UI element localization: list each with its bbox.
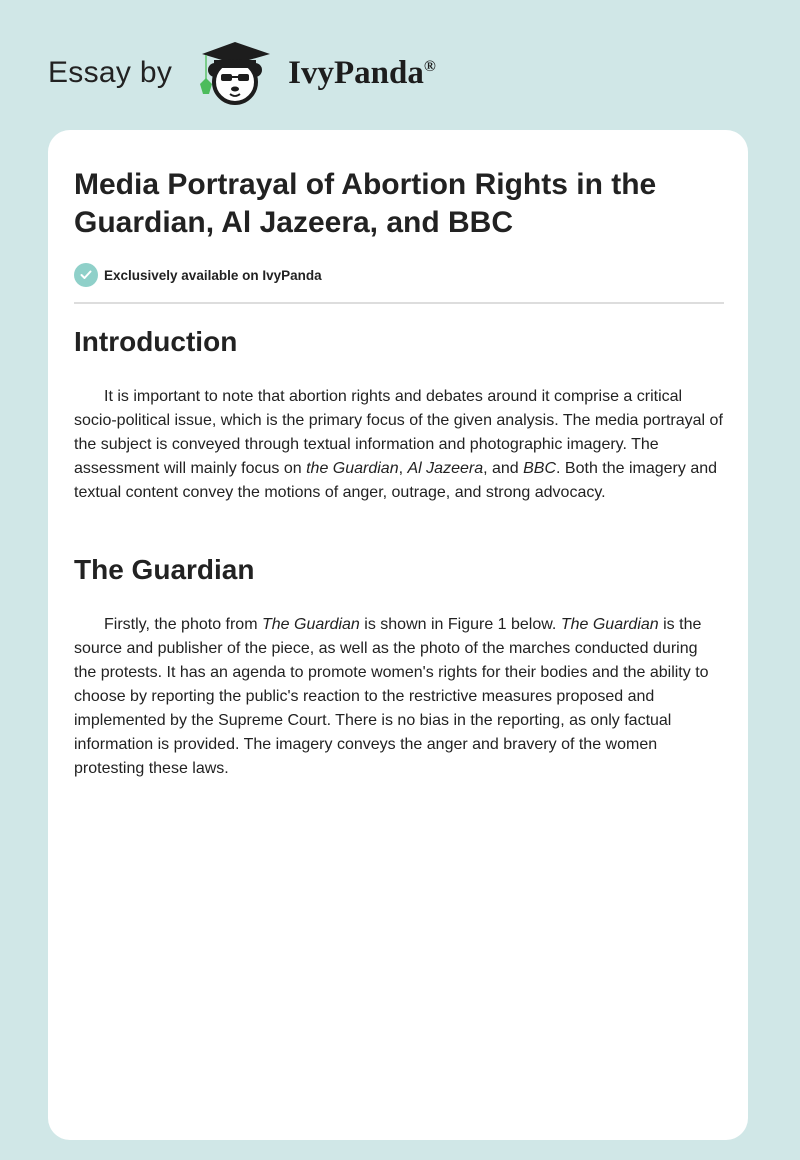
brand-name: IvyPanda (288, 54, 424, 91)
text-segment: , (398, 460, 408, 477)
italic-segment: The Guardian (261, 616, 360, 633)
text-segment: Firstly, the photo from (104, 616, 262, 633)
essay-by-label: Essay by (48, 56, 173, 89)
italic-segment: BBC (523, 460, 557, 477)
ivypanda-brand[interactable] (288, 55, 436, 92)
text-segment: It is important to note that abortion rights and debates around it comprise a critical socio-political issue, which is the primary focus of the given analysis. The media portrayal of the subject is conveyed through textual information and photographic imagery. The assessment will mainly focus on (74, 388, 723, 477)
text-segment: is shown in Figure 1 below. (359, 616, 561, 633)
check-icon (74, 263, 98, 287)
text-segment: , and (483, 460, 524, 477)
registered-mark: ® (423, 57, 436, 75)
italic-segment: Al Jazeera (407, 460, 484, 477)
italic-segment: The Guardian (560, 616, 659, 633)
ivypanda-logo-icon[interactable] (190, 38, 280, 108)
section-heading-introduction: Introduction (74, 326, 238, 357)
section-heading-the-guardian: The Guardian (74, 554, 255, 585)
text-segment: . Both the imagery and textual content convey the motions of anger, outrage, and strong advocacy. (74, 460, 718, 501)
text-segment: is the source and publisher of the piece, as well as the photo of the marches conducted during the protests. It has an agenda to promote women's rights for their bodies and the ability to choose by reporting the public's reaction to the restrictive measures proposed and implemented by the Supreme Court. There is no bias in the reporting, as only factual information is provided. The imagery conveys the anger and bravery of the women protesting these laws. (74, 616, 709, 777)
site-header (48, 38, 436, 108)
essay-card (48, 130, 748, 1140)
italic-segment: the Guardian (306, 460, 399, 477)
divider (74, 302, 724, 304)
guardian-paragraph (74, 613, 724, 781)
page-title: Media Portrayal of Abortion Rights in the Guardian, Al Jazeera, and BBC (74, 168, 657, 239)
exclusive-badge (74, 263, 322, 287)
introduction-paragraph (74, 385, 724, 505)
badge-text: Exclusively available on IvyPanda (104, 267, 322, 283)
